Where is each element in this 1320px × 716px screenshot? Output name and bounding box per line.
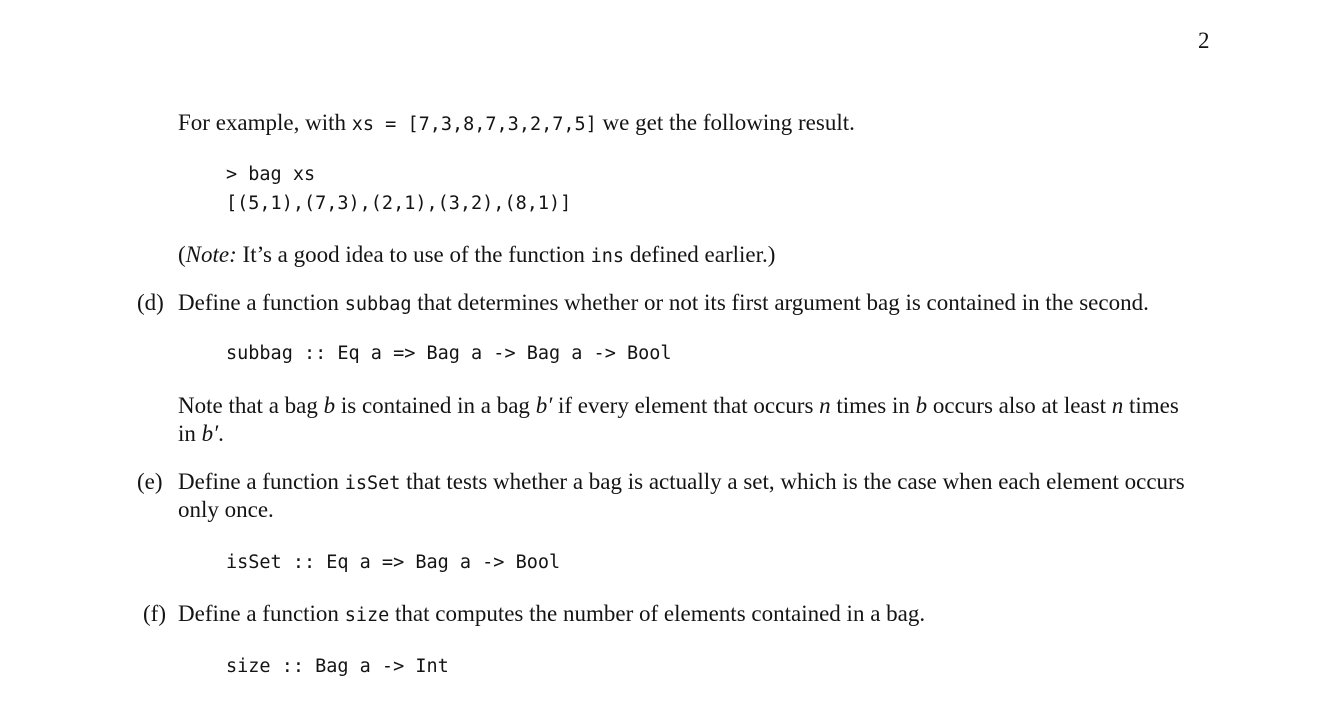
note-fragment: in xyxy=(178,421,202,446)
item-e-text xyxy=(178,469,1185,495)
math-b: b xyxy=(915,393,928,418)
note-fragment: Note that a bag xyxy=(178,393,324,418)
item-d-note-line-2 xyxy=(178,421,224,447)
item-e-text-line-2: only once. xyxy=(178,497,274,522)
item-e-text-before: Define a function xyxy=(178,469,345,494)
page-number: 2 xyxy=(1198,28,1210,53)
example-code-line-1: > bag xs xyxy=(226,164,316,185)
math-b: b xyxy=(323,393,336,418)
item-f-label: (f) xyxy=(143,601,166,626)
item-d-text-before: Define a function xyxy=(178,290,345,315)
item-f-text xyxy=(178,601,925,627)
item-d-note-line-1 xyxy=(178,393,1179,419)
item-d-text-after: that determines whether or not its first argument bag is contained in the second. xyxy=(411,290,1149,315)
note-fragment: occurs also at least xyxy=(927,393,1112,418)
note-paragraph xyxy=(178,242,775,268)
intro-paragraph xyxy=(178,110,855,136)
item-d-signature: subbag :: Eq a => Bag a -> Bag a -> Bool xyxy=(226,343,672,364)
note-code: ins xyxy=(590,246,625,267)
note-fragment: times xyxy=(1123,393,1179,418)
note-open-paren: ( xyxy=(178,242,186,267)
item-f-code: size xyxy=(344,605,390,626)
note-fragment: if every element that occurs xyxy=(552,393,820,418)
note-label: Note: xyxy=(185,242,237,267)
intro-text-after: we get the following result. xyxy=(596,110,855,135)
example-code-line-2: [(5,1),(7,3),(2,1),(3,2),(8,1)] xyxy=(226,193,572,214)
intro-text-before: For example, with xyxy=(178,110,352,135)
intro-code-xs: xs = [7,3,8,7,3,2,7,5] xyxy=(351,114,597,135)
item-d-label: (d) xyxy=(137,290,164,315)
item-d-code: subbag xyxy=(344,294,412,315)
note-fragment: is contained in a bag xyxy=(335,393,536,418)
math-b-prime: b′ xyxy=(535,393,553,418)
item-e-label: (e) xyxy=(137,469,163,494)
note-text-after: defined earlier.) xyxy=(624,242,776,267)
note-text-before: It’s a good idea to use of the function xyxy=(236,242,591,267)
math-n: n xyxy=(1111,393,1124,418)
item-e-text-after: that tests whether a bag is actually a set, which is the case when each element occurs xyxy=(400,469,1185,494)
item-f-text-after: that computes the number of elements contained in a bag. xyxy=(389,601,926,626)
math-b-prime: b′ xyxy=(201,421,219,446)
item-f-text-before: Define a function xyxy=(178,601,345,626)
note-fragment: . xyxy=(218,421,224,446)
item-d-text xyxy=(178,290,1149,316)
note-fragment: times in xyxy=(830,393,916,418)
item-f-signature: size :: Bag a -> Int xyxy=(226,656,449,677)
item-e-code: isSet xyxy=(344,473,401,494)
item-e-signature: isSet :: Eq a => Bag a -> Bool xyxy=(226,552,561,573)
math-n: n xyxy=(819,393,831,418)
